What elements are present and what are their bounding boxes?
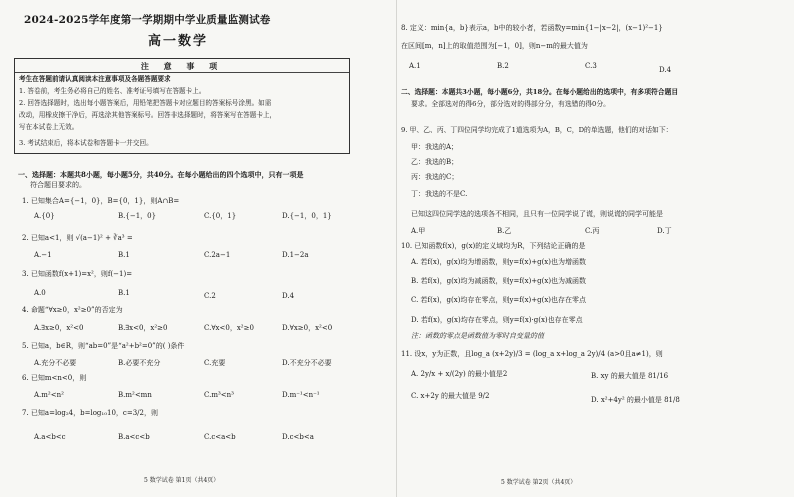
- exam-title: 2024-2025学年度第一学期期中学业质量监测试卷: [24, 14, 271, 26]
- option: C.充要: [204, 359, 226, 367]
- option: B.∃x<0，x²≥0: [118, 324, 168, 332]
- option: C.{0，1}: [204, 212, 237, 220]
- notice-intro: 考生在答题前请认真阅读本注意事项及各题答题要求: [19, 75, 171, 83]
- option: A.1: [409, 62, 421, 70]
- option: D.4: [282, 292, 295, 300]
- notice-item: 1. 答卷前，考生务必将自己的姓名、准考证号填写在答题卡上。: [19, 87, 206, 95]
- question-stem: 已知这四位同学选的选项各不相同，且只有一位同学说了谎，则说谎的同学可能是: [411, 210, 663, 218]
- notice-box: [14, 58, 350, 154]
- option: D.丁: [657, 227, 672, 235]
- option: D.c<b<a: [282, 433, 314, 441]
- page-footer: 5 数学试卷 第2页（共4页）: [501, 479, 577, 486]
- option: A.0: [34, 289, 46, 297]
- section-heading-cont: 符合题目要求的。: [30, 181, 86, 189]
- question-stem: 1. 已知集合A={−1，0}，B={0，1}，则A∩B=: [22, 197, 180, 205]
- option: C.2a−1: [204, 251, 231, 259]
- notice-item: 写在本试卷上无效。: [19, 123, 79, 131]
- option: A.甲: [411, 227, 426, 235]
- question-stem: 在区间[m，n]上的取值范围为[−1，0]，则n−m的最大值为: [401, 42, 588, 50]
- option: B.乙: [497, 227, 512, 235]
- option: C. 若f(x)，g(x)均存在零点，则y=f(x)+g(x)也存在零点: [411, 296, 587, 304]
- question-stem: 2. 已知a<1，则 √(a−1)² + ∛a³ =: [22, 234, 133, 242]
- option: A.a<b<c: [34, 433, 66, 441]
- option: A. 2y/x + x/(2y) 的最小值是2: [411, 370, 508, 378]
- dialogue-line: 丙：我选的C；: [411, 173, 459, 181]
- option: D.不充分不必要: [282, 359, 332, 367]
- note: 注：函数的零点是函数值为零时自变量的值: [411, 332, 544, 340]
- option: A.∃x≥0，x²<0: [34, 324, 84, 332]
- option: C.m³<n³: [204, 391, 234, 399]
- question-stem: 7. 已知a=log₂4，b=log₁₀10，c=3/2，则: [22, 409, 158, 417]
- option: A.−1: [34, 251, 52, 259]
- option: C.丙: [585, 227, 600, 235]
- section-heading-cont: 要求。全部选对的得6分，部分选对的得部分分，有选错的得0分。: [411, 100, 610, 108]
- dialogue-line: 丁：我选的不是C.: [411, 190, 468, 198]
- option: B.1: [118, 289, 130, 297]
- option: B. 若f(x)，g(x)均为减函数，则y=f(x)+g(x)也为减函数: [411, 277, 587, 285]
- option: B.m²<mn: [118, 391, 152, 399]
- option: C.3: [585, 62, 597, 70]
- exam-subtitle: 高一数学: [148, 34, 209, 49]
- question-stem: 9. 甲、乙、丙、丁四位同学均完成了1道选项为A，B，C，D的单选题，他们的对话如下：: [401, 126, 673, 134]
- option: D.m⁻¹<n⁻¹: [282, 391, 320, 399]
- dialogue-line: 乙：我选的B；: [411, 158, 459, 166]
- question-stem: 11. 设x，y为正数，且log_a (x+2y)/3 = (log_a x+log_a 2y)/4 (a>0且a≠1)，则: [401, 350, 663, 358]
- section-heading: 二、选择题：本题共3小题，每小题6分，共18分。在每小题给出的选项中，有多项符合题目: [401, 88, 679, 96]
- notice-title: 注 意 事 项: [140, 61, 224, 71]
- option: B.1: [118, 251, 130, 259]
- page-footer: 5 数学试卷 第1页（共4页）: [144, 477, 220, 484]
- option: C.c<a<b: [204, 433, 236, 441]
- option: A.充分不必要: [34, 359, 77, 367]
- dialogue-line: 甲：我选的A；: [411, 143, 459, 151]
- question-stem: 6. 已知m<n<0，则: [22, 374, 87, 382]
- question-stem: 8. 定义：min{a，b}表示a，b中的较小者，若函数y=min{1−|x−2|，(x−1)²−1}: [401, 24, 663, 32]
- option: D.{−1，0，1}: [282, 212, 332, 220]
- question-stem: 5. 已知a，b∈R，则“ab=0”是“a²+b²=0”的( )条件: [22, 342, 185, 350]
- option: C. x+2y 的最大值是 9/2: [411, 392, 490, 400]
- option: D.4: [659, 66, 672, 74]
- option: B.必要不充分: [118, 359, 161, 367]
- question-stem: 3. 已知函数f(x+1)=x²，则f(−1)=: [22, 270, 133, 278]
- question-stem: 4. 命题“∀x≥0，x²≥0”的否定为: [22, 306, 123, 314]
- notice-item: 3. 考试结束后，将本试卷和答题卡一并交回。: [19, 139, 153, 147]
- question-stem: 10. 已知函数f(x)，g(x)的定义域均为R，下列结论正确的是: [401, 242, 586, 250]
- option: D.∀x≥0，x²<0: [282, 324, 333, 332]
- option: A. 若f(x)，g(x)均为增函数，则y=f(x)+g(x)也为增函数: [411, 258, 586, 266]
- option: D. 若f(x)，g(x)均存在零点，则y=f(x)·g(x)也存在零点: [411, 316, 583, 324]
- option: D.1−2a: [282, 251, 309, 259]
- option: B.{−1，0}: [118, 212, 157, 220]
- option: B. xy 的最大值是 81/16: [591, 372, 669, 380]
- notice-item: 改动，用橡皮擦干净后，再选涂其他答案标号。回答非选择题时，将答案写在答题卡上，: [19, 111, 277, 119]
- option: B.2: [497, 62, 509, 70]
- option: C.∀x<0，x²≥0: [204, 324, 254, 332]
- section-heading: 一、选择题：本题共8小题，每小题5分，共40分。在每小题给出的四个选项中，只有一项是: [18, 170, 304, 179]
- exam-page-right: [397, 0, 794, 497]
- option: D. x²+4y² 的最小值是 81/8: [591, 396, 680, 404]
- option: A.m²<n²: [34, 391, 64, 399]
- notice-item: 2. 回答选择题时，选出每小题答案后，用铅笔把答题卡对应题目的答案标号涂黑。如需: [19, 99, 272, 107]
- option: A.{0}: [34, 212, 55, 220]
- option: C.2: [204, 292, 216, 300]
- option: B.a<c<b: [118, 433, 150, 441]
